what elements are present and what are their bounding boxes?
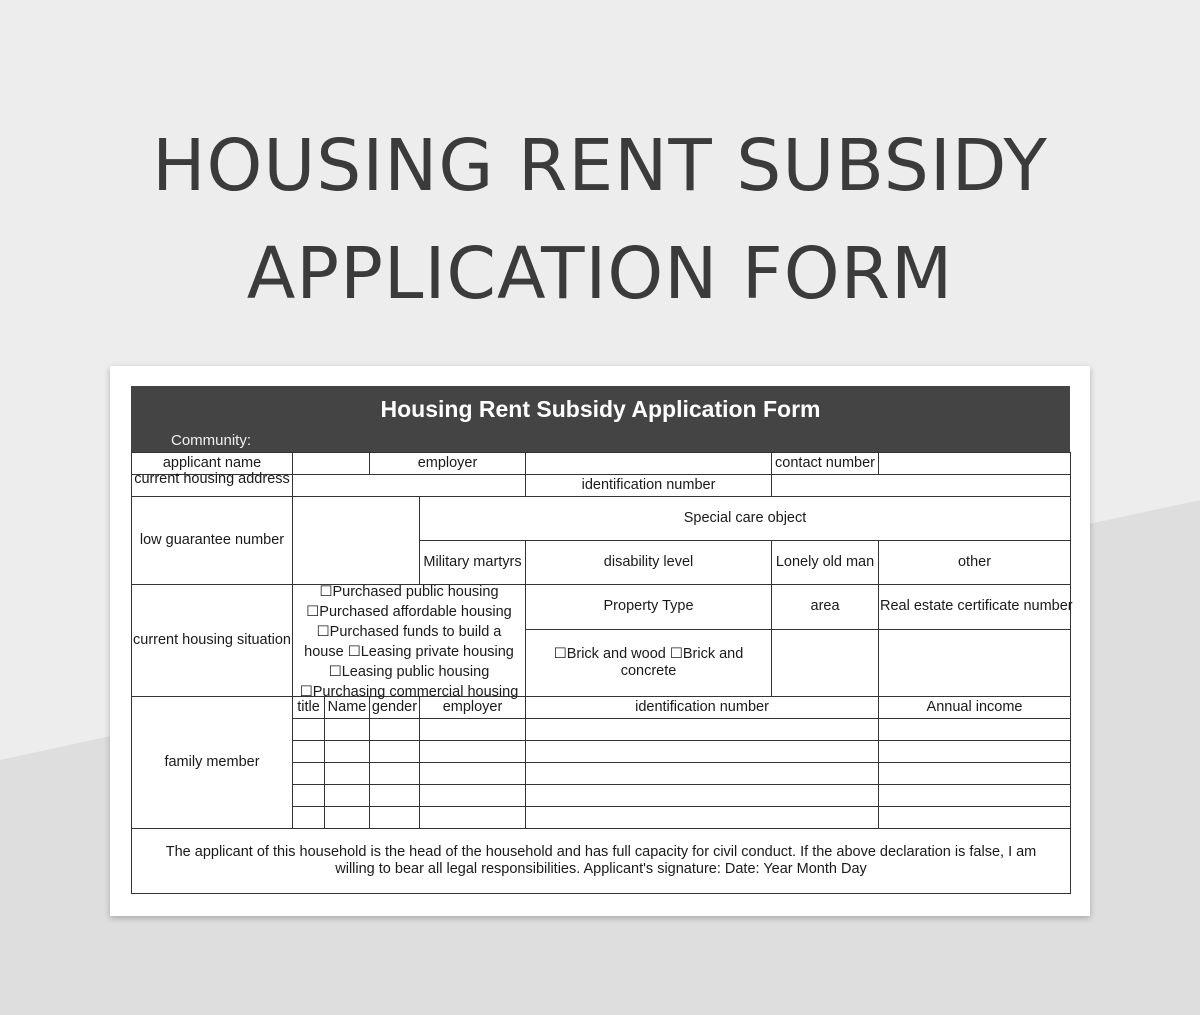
family-name-cell[interactable]: [325, 807, 370, 829]
family-employer-cell[interactable]: [420, 763, 526, 785]
page-headline-line2: APPLICATION FORM: [246, 232, 954, 315]
family-gender-cell[interactable]: [370, 785, 420, 807]
low-guarantee-number-field[interactable]: [293, 497, 420, 585]
declaration-row: [132, 829, 1071, 894]
identification-number-field[interactable]: [772, 475, 1071, 497]
family-name-cell[interactable]: [325, 763, 370, 785]
family-title-cell[interactable]: [293, 763, 325, 785]
family-title-cell[interactable]: [293, 785, 325, 807]
family-gender-cell[interactable]: [370, 741, 420, 763]
family-employer-cell[interactable]: [420, 719, 526, 741]
family-employer-cell[interactable]: [420, 741, 526, 763]
structure-options-checkboxes[interactable]: ☐Brick and wood ☐Brick and concrete: [526, 630, 772, 697]
family-income-cell[interactable]: [879, 719, 1071, 741]
family-title-cell[interactable]: [293, 807, 325, 829]
row-address: [132, 475, 1071, 497]
current-housing-address-text: current housing address: [134, 470, 290, 487]
family-income-cell[interactable]: [879, 763, 1071, 785]
family-title-cell[interactable]: [293, 719, 325, 741]
family-gender-cell[interactable]: [370, 763, 420, 785]
family-header-employer: employer: [420, 697, 526, 719]
family-income-cell[interactable]: [879, 807, 1071, 829]
special-care-object-label: Special care object: [420, 497, 1071, 541]
other-option[interactable]: other: [879, 541, 1071, 585]
form-title: Housing Rent Subsidy Application Form: [380, 396, 821, 422]
family-id-cell[interactable]: [526, 741, 879, 763]
current-housing-address-field[interactable]: [293, 475, 526, 497]
family-name-cell[interactable]: [325, 785, 370, 807]
current-housing-situation-label: current housing situation: [132, 585, 293, 697]
contact-number-label: contact number: [772, 453, 879, 475]
employer-field[interactable]: [526, 453, 772, 475]
identification-number-label: identification number: [526, 475, 772, 497]
family-id-cell[interactable]: [526, 785, 879, 807]
area-field[interactable]: [772, 630, 879, 697]
family-income-cell[interactable]: [879, 741, 1071, 763]
family-name-cell[interactable]: [325, 719, 370, 741]
family-gender-cell[interactable]: [370, 719, 420, 741]
family-header-gender: gender: [370, 697, 420, 719]
current-housing-address-label: [132, 470, 293, 497]
family-id-cell[interactable]: [526, 807, 879, 829]
housing-options-checkboxes[interactable]: ☐Purchased public housing ☐Purchased affordable housing ☐Purchased funds to build a house ☐Leasing private housing ☐Leasing public housing ☐Purchasing commercial housing: [299, 584, 519, 700]
family-title-cell[interactable]: [293, 741, 325, 763]
family-member-label: family member: [132, 697, 293, 829]
family-id-cell[interactable]: [526, 719, 879, 741]
low-guarantee-number-label: low guarantee number: [132, 497, 293, 585]
family-header-identification-number: identification number: [526, 697, 879, 719]
family-employer-cell[interactable]: [420, 785, 526, 807]
applicant-name-field[interactable]: [293, 453, 370, 475]
disability-level-option[interactable]: disability level: [526, 541, 772, 585]
family-name-cell[interactable]: [325, 741, 370, 763]
row-property-type: [132, 585, 1071, 630]
community-label: Community:: [171, 432, 252, 449]
declaration-text: The applicant of this household is the head of the household and has full capacity for civil conduct. If the above declaration is false, I am willing to bear all legal responsibilities. Applicant's signature: Date: Year Month Day: [132, 829, 1071, 894]
military-martyrs-option[interactable]: Military martyrs: [420, 541, 526, 585]
family-header-title: title: [293, 697, 325, 719]
real-estate-certificate-field[interactable]: [879, 630, 1071, 697]
applicant-name-label: applicant name: [132, 453, 293, 475]
family-gender-cell[interactable]: [370, 807, 420, 829]
family-header-annual-income: Annual income: [879, 697, 1071, 719]
family-employer-cell[interactable]: [420, 807, 526, 829]
page-headline-line1: HOUSING RENT SUBSIDY: [152, 124, 1048, 207]
contact-number-field[interactable]: [879, 453, 1071, 475]
row-special-care: [132, 497, 1071, 541]
employer-label: employer: [370, 453, 526, 475]
family-header-row: [132, 697, 1071, 719]
property-type-label: Property Type: [526, 585, 772, 630]
family-income-cell[interactable]: [879, 785, 1071, 807]
area-label: area: [772, 585, 879, 630]
form-title-banner: [131, 386, 1070, 453]
lonely-old-man-option[interactable]: Lonely old man: [772, 541, 879, 585]
family-header-name: Name: [325, 697, 370, 719]
family-id-cell[interactable]: [526, 763, 879, 785]
housing-options-cell: [293, 584, 526, 700]
application-form-table: [131, 452, 1071, 894]
real-estate-certificate-label: Real estate certificate number: [879, 585, 1071, 630]
